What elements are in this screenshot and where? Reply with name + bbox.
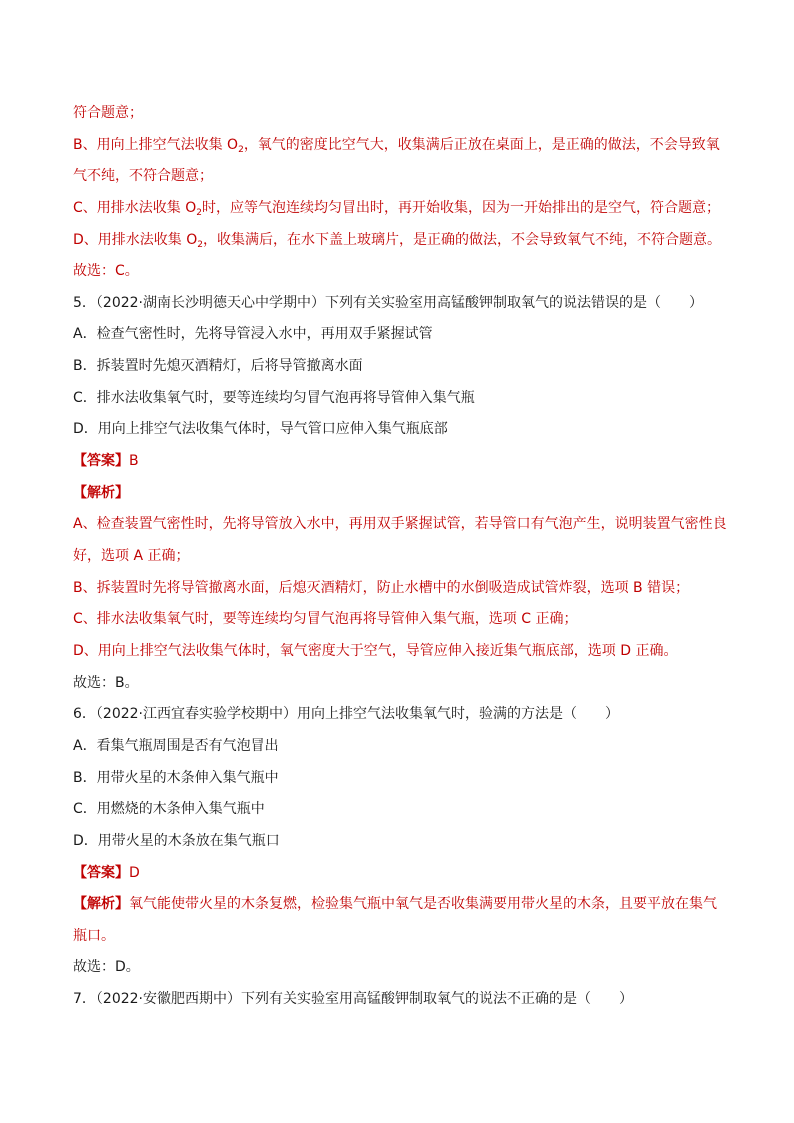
q5-option-d: D．用向上排空气法收集气体时，导气管口应伸入集气瓶底部 xyxy=(73,421,448,437)
answer-tag: 【答案】 xyxy=(73,865,129,881)
q6-option-a: A．看集气瓶周围是否有气泡冒出 xyxy=(73,738,279,754)
q5-explanation-b: B、拆装置时先将导管撤离水面，后熄灭酒精灯，防止水槽中的水倒吸造成试管炸裂，选项 B 错误； xyxy=(73,580,690,596)
q6-option-d: D．用带火星的木条放在集气瓶口 xyxy=(73,833,280,849)
q6-conclusion: 故选：D。 xyxy=(73,959,140,975)
q5-option-c: C．排水法收集氧气时，要等连续均匀冒气泡再将导管伸入集气瓶 xyxy=(73,390,475,406)
answer-tag: 【答案】 xyxy=(73,453,129,469)
q4-conclusion: 故选：C。 xyxy=(73,263,139,279)
q4-option-b-explanation-cont: 气不纯，不符合题意； xyxy=(73,168,213,184)
analysis-tag: 【解析】 xyxy=(73,896,129,912)
analysis-text: 氧气能使带火星的木条复燃，检验集气瓶中氧气是否收集满要用带火星的木条，且要平放在集气 xyxy=(129,896,717,912)
q4-option-b-explanation: B、用向上排空气法收集 $O_2$，氧气的密度比空气大，收集满后正放在桌面上，是正确的做法，不会导致氧 xyxy=(73,137,720,155)
answer-value: D xyxy=(129,865,140,881)
q6-answer xyxy=(73,863,734,883)
q6-option-c: C．用燃烧的木条伸入集气瓶中 xyxy=(73,801,265,817)
q4-option-d-explanation: D、用排水法收集 $O_2$，收集满后，在水下盖上玻璃片，是正确的做法，不会导致氧气不纯，不符合题意。 xyxy=(73,232,721,250)
q5-explanation-c: C、排水法收集氧气时，要等连续均匀冒气泡再将导管伸入集气瓶，选项 C 正确； xyxy=(73,611,578,627)
q7-stem: 7．（2022·安徽肥西期中）下列有关实验室用高锰酸钾制取氧气的说法不正确的是（ ） xyxy=(73,991,633,1007)
q4-explanation-line: 符合题意； xyxy=(73,105,143,121)
q6-stem: 6．（2022·江西宜春实验学校期中）用向上排空气法收集氧气时，验满的方法是（ ） xyxy=(73,706,619,722)
q5-explanation-d: D、用向上排空气法收集气体时，氧气密度大于空气，导管应伸入接近集气瓶底部，选项 D 正确。 xyxy=(73,643,678,659)
q5-answer xyxy=(73,451,734,471)
q5-conclusion: 故选：B。 xyxy=(73,675,139,691)
q5-explanation-a-cont: 好，选项 A 正确； xyxy=(73,548,190,564)
q5-option-a: A．检查气密性时，先将导管浸入水中，再用双手紧握试管 xyxy=(73,326,433,342)
q6-analysis-cont: 瓶口。 xyxy=(73,928,115,944)
q5-analysis-tag: 【解析】 xyxy=(73,485,129,501)
q5-stem: 5．（2022·湖南长沙明德天心中学期中）下列有关实验室用高锰酸钾制取氧气的说法错误的是（ ） xyxy=(73,295,703,311)
q5-option-b: B．拆装置时先熄灭酒精灯，后将导管撤离水面 xyxy=(73,358,363,374)
q5-explanation-a: A、检查装置气密性时，先将导管放入水中，再用双手紧握试管，若导管口有气泡产生，说明装置气密性良 xyxy=(73,516,727,532)
q6-analysis xyxy=(73,894,734,914)
q4-option-c-explanation: C、用排水法收集 $O_2$时，应等气泡连续均匀冒出时，再开始收集，因为一开始排出的是空气，符合题意； xyxy=(73,200,720,218)
q6-option-b: B．用带火星的木条伸入集气瓶中 xyxy=(73,770,279,786)
answer-value: B xyxy=(129,453,139,469)
